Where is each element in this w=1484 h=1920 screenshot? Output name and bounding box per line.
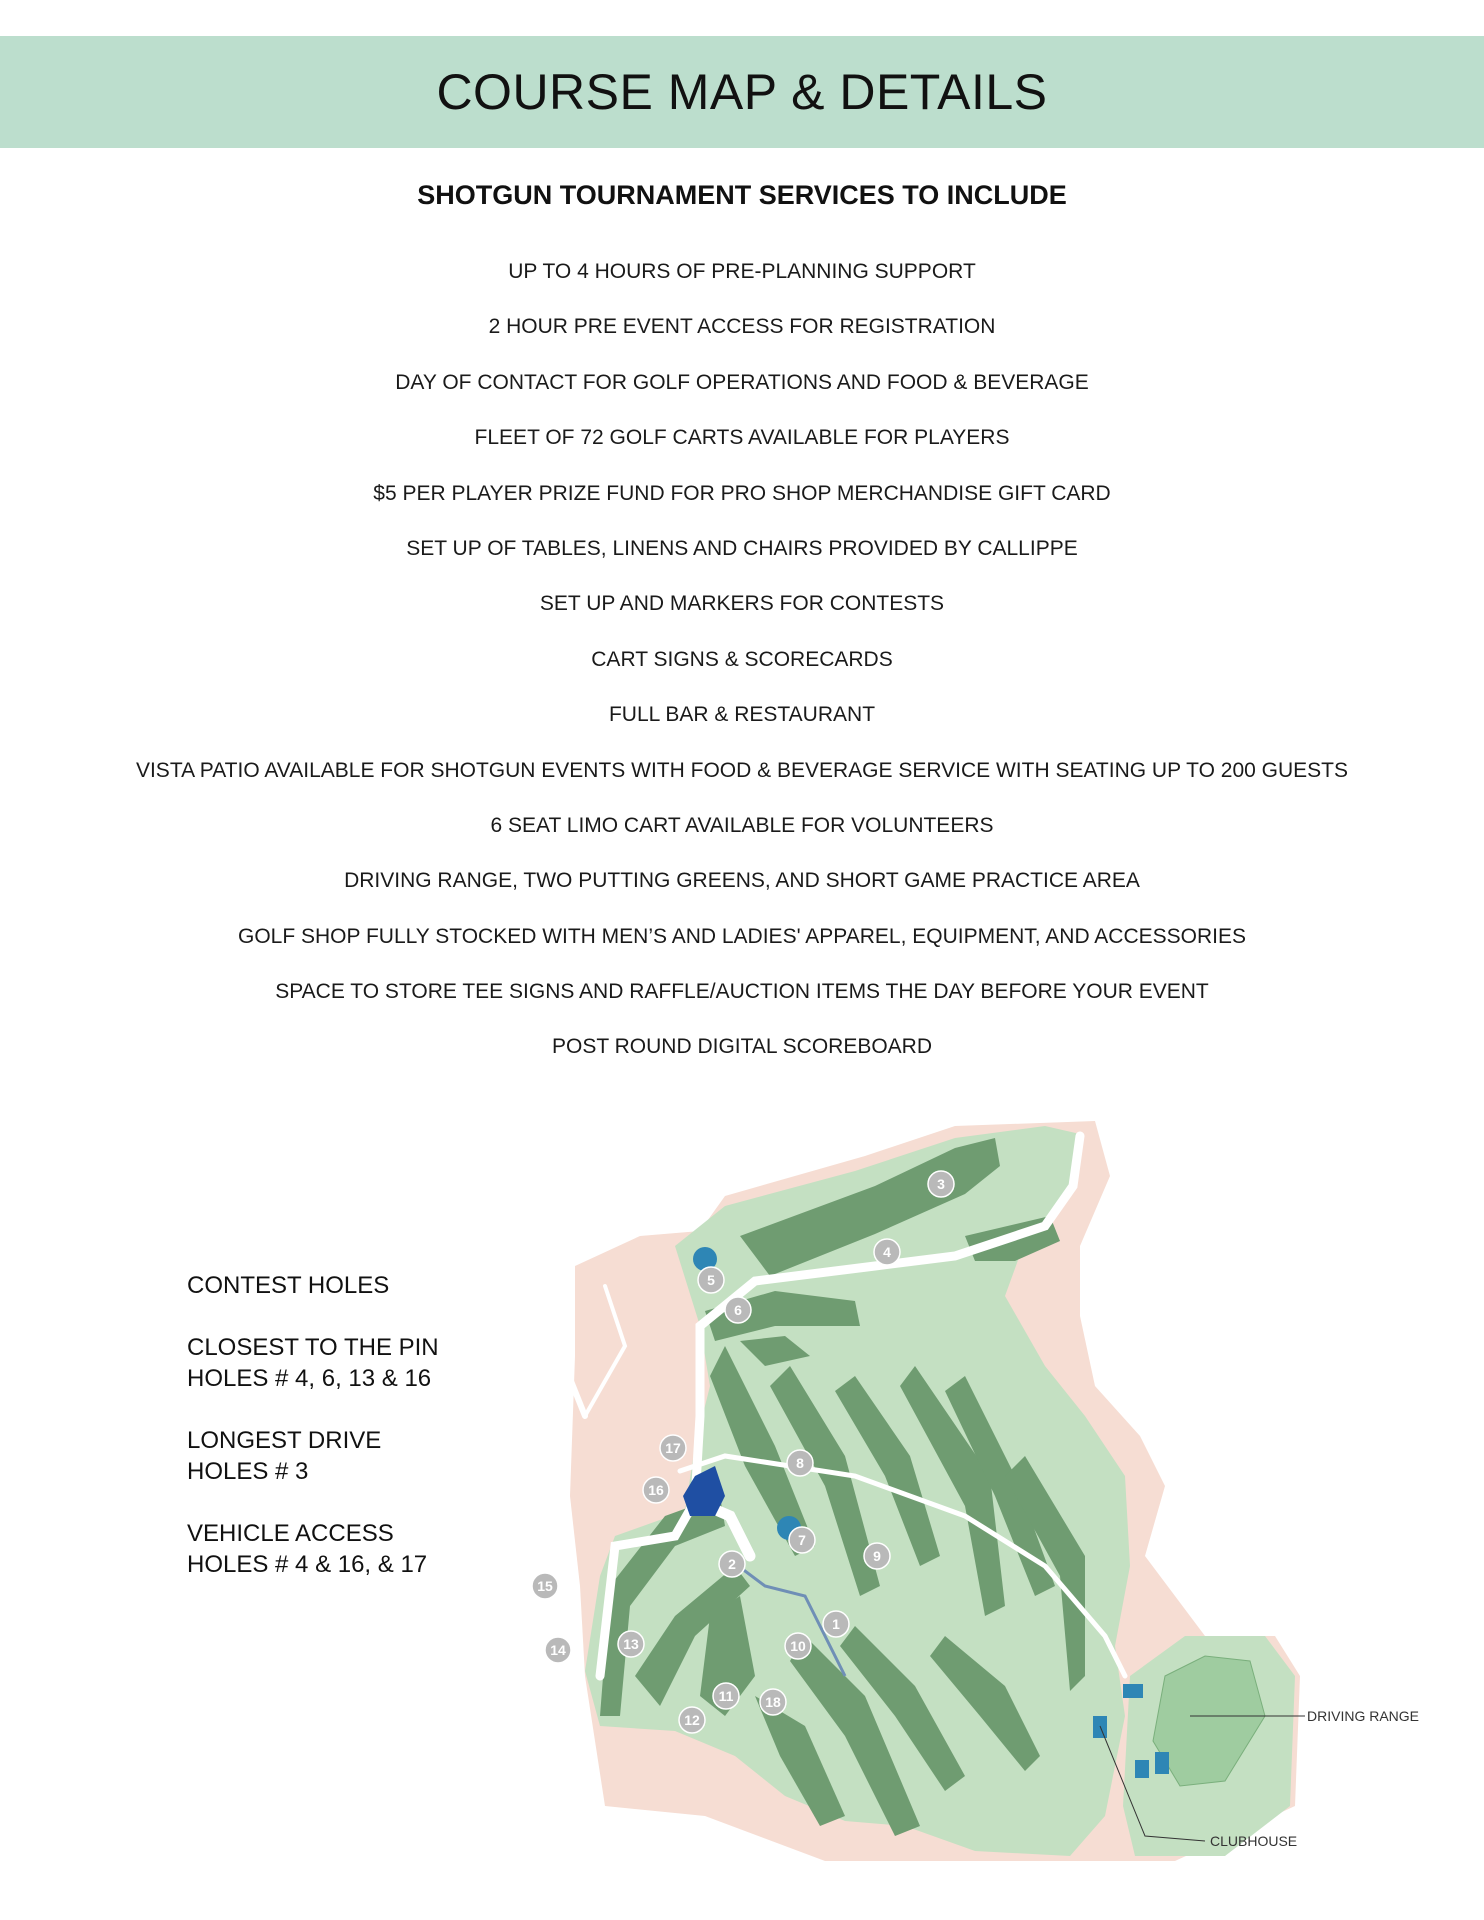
longest-drive-holes: HOLES # 3 [187,1458,309,1485]
service-item: UP TO 4 HOURS OF PRE-PLANNING SUPPORT [508,260,976,283]
hole-number: 11 [718,1688,734,1704]
vehicle-access-holes: HOLES # 4 & 16, & 17 [187,1551,428,1578]
longest-drive-label: LONGEST DRIVE [187,1427,382,1454]
service-item: 2 HOUR PRE EVENT ACCESS FOR REGISTRATION [488,315,996,339]
hole-number: 12 [684,1712,700,1728]
title-banner [0,36,1484,148]
hole-number: 5 [707,1272,715,1288]
hole-number: 3 [937,1176,945,1192]
page-title: COURSE MAP & DETAILS [436,64,1048,120]
hole-number: 17 [665,1440,681,1456]
services-list [0,256,1484,1087]
hole-number: 15 [537,1578,553,1594]
services-subtitle: SHOTGUN TOURNAMENT SERVICES TO INCLUDE [417,180,1067,210]
hole-number: 6 [734,1302,742,1318]
hole-number: 13 [623,1636,639,1652]
service-item: GOLF SHOP FULLY STOCKED WITH MEN’S AND LADIES' APPAREL, EQUIPMENT, AND ACCESSORIES [238,924,1246,948]
hole-number: 18 [765,1694,781,1710]
hole-number: 16 [648,1482,664,1498]
hole-number: 2 [728,1556,736,1572]
hole-number: 14 [550,1642,566,1658]
service-item: FLEET OF 72 GOLF CARTS AVAILABLE FOR PLAYERS [474,426,1010,450]
hole-number: 8 [796,1455,804,1471]
service-item: SET UP AND MARKERS FOR CONTESTS [539,592,945,616]
closest-to-pin-holes: HOLES # 4, 6, 13 & 16 [187,1365,432,1392]
service-item: 6 SEAT LIMO CART AVAILABLE FOR VOLUNTEERS [490,813,994,837]
contest-holes-panel [187,1270,547,1580]
course-map [525,1116,1425,1876]
service-item: FULL BAR & RESTAURANT [608,703,876,727]
hole-number: 1 [832,1616,840,1632]
vehicle-access-label: VEHICLE ACCESS [187,1520,394,1547]
contest-heading: CONTEST HOLES [187,1272,390,1299]
service-item: $5 PER PLAYER PRIZE FUND FOR PRO SHOP MERCHANDISE GIFT CARD [373,481,1111,505]
closest-to-pin-label: CLOSEST TO THE PIN [187,1334,439,1361]
hole-number: 9 [873,1548,881,1564]
service-item: SET UP OF TABLES, LINENS AND CHAIRS PROVIDED BY CALLIPPE [406,536,1078,560]
service-item: CART SIGNS & SCORECARDS [591,647,893,671]
hole-number: 7 [798,1532,806,1548]
service-item: DRIVING RANGE, TWO PUTTING GREENS, AND SHORT GAME PRACTICE AREA [344,869,1140,893]
hole-number: 10 [790,1638,806,1654]
driving-range-label: DRIVING RANGE [1307,1708,1420,1724]
hole-number: 4 [883,1244,891,1260]
clubhouse-label: CLUBHOUSE [1210,1833,1298,1849]
service-item: DAY OF CONTACT FOR GOLF OPERATIONS AND FOOD & BEVERAGE [395,370,1089,394]
service-item: POST ROUND DIGITAL SCOREBOARD [552,1035,932,1059]
service-item: SPACE TO STORE TEE SIGNS AND RAFFLE/AUCTION ITEMS THE DAY BEFORE YOUR EVENT [275,980,1209,1004]
service-item: VISTA PATIO AVAILABLE FOR SHOTGUN EVENTS WITH FOOD & BEVERAGE SERVICE WITH SEATING UP TO 200 GUESTS [135,758,1349,782]
